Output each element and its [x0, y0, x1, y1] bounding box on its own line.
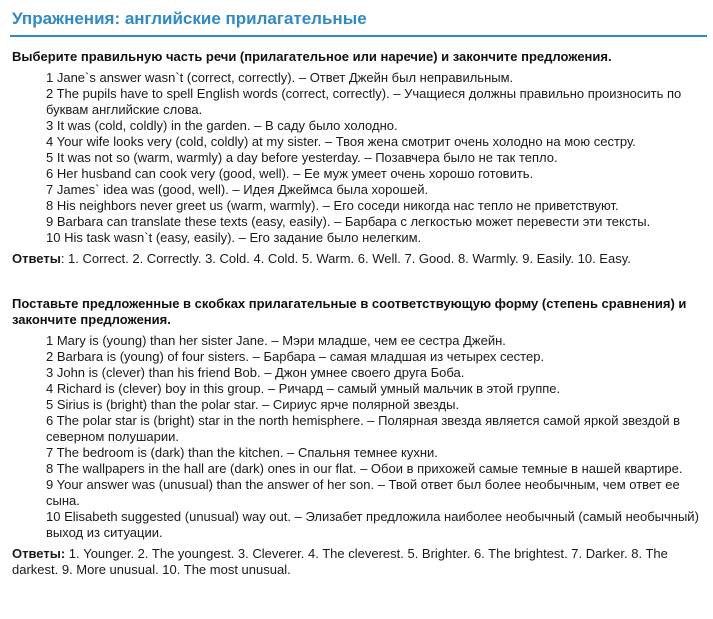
- exercise-1-sentence: 6 Her husband can cook very (good, well). – Ее муж умеет очень хорошо готовить.: [46, 166, 534, 181]
- exercise-2-sentence: 10 Elisabeth suggested (unusual) way out. – Элизабет предложила наиболее необычный (самый необычный) выход из ситуации.: [46, 509, 699, 540]
- exercise-2-instructions: Поставьте предложенные в скобках прилагательные в соответствующую форму (степень сравнения) и закончите предложения.: [12, 296, 687, 327]
- exercise-2-sentence: 8 The wallpapers in the hall are (dark) ones in our flat. – Обои в прихожей самые темные в нашей квартире.: [46, 461, 683, 476]
- page-title: Упражнения: английские прилагательные: [12, 9, 367, 28]
- exercise-1-answers: [12, 251, 707, 267]
- exercise-2-sentence: 7 The bedroom is (dark) than the kitchen. – Спальня темнее кухни.: [46, 445, 438, 460]
- exercise-1-sentence: 3 It was (cold, coldly) in the garden. – В саду было холодно.: [46, 118, 398, 133]
- exercise-2-sentence-list: [12, 333, 707, 541]
- exercise-1-sentence: 2 The pupils have to spell English words (correct, correctly). – Учащиеся должны правильно произносить по буквам английские слова.: [46, 86, 682, 117]
- exercise-1-instructions: Выберите правильную часть речи (прилагательное или наречие) и закончите предложения.: [12, 49, 612, 64]
- exercise-1-sentence-list: [12, 70, 707, 246]
- exercise-1-sentence: 5 It was not so (warm, warmly) a day before yesterday. – Позавчера было не так тепло.: [46, 150, 558, 165]
- exercise-2-sentence: 2 Barbara is (young) of four sisters. – Барбара – самая младшая из четырех сестер.: [46, 349, 545, 364]
- exercise-1-sentence: 8 His neighbors never greet us (warm, warmly). – Его соседи никогда нас тепло не приветствуют.: [46, 198, 619, 213]
- exercise-2-sentence: 1 Mary is (young) than her sister Jane. – Мэри младше, чем ее сестра Джейн.: [46, 333, 506, 348]
- exercise-2-answers: [12, 546, 707, 578]
- exercise-1-sentence: 7 James` idea was (good, well). – Идея Джеймса была хорошей.: [46, 182, 429, 197]
- title-underline: [10, 35, 707, 37]
- answers-label: Ответы: [12, 251, 61, 266]
- exercise-2-sentence: 9 Your answer was (unusual) than the answer of her son. – Твой ответ был более необычным, чем ответ ее сына.: [46, 477, 680, 508]
- exercise-1-sentence: 1 Jane`s answer wasn`t (correct, correctly). – Ответ Джейн был неправильным.: [46, 70, 514, 85]
- exercise-2-sentence: 6 The polar star is (bright) star in the north hemisphere. – Полярная звезда является самой яркой звездой в северном полушарии.: [46, 413, 681, 444]
- exercise-2-sentence: 5 Sirius is (bright) than the polar star. – Сириус ярче полярной звезды.: [46, 397, 460, 412]
- answers-label: Ответы:: [12, 546, 66, 561]
- exercise-section-2: [12, 296, 707, 578]
- answers-text: : 1. Correct. 2. Correctly. 3. Cold. 4. Cold. 5. Warm. 6. Well. 7. Good. 8. Warmly. 9. Easily. 10. Easy.: [60, 251, 631, 266]
- exercise-1-sentence: 9 Barbara can translate these texts (easy, easily). – Барбара с легкостью может перевести эти тексты.: [46, 214, 651, 229]
- exercise-section-1: [12, 49, 707, 267]
- exercise-2-sentence: 3 John is (clever) than his friend Bob. – Джон умнее своего друга Боба.: [46, 365, 465, 380]
- exercise-2-sentence: 4 Richard is (clever) boy in this group. – Ричард – самый умный мальчик в этой группе.: [46, 381, 561, 396]
- exercise-1-sentence: 4 Your wife looks very (cold, coldly) at my sister. – Твоя жена смотрит очень холодно на мою сестру.: [46, 134, 636, 149]
- answers-text: 1. Younger. 2. The youngest. 3. Cleverer. 4. The cleverest. 5. Brighter. 6. The brightest. 7. Darker. 8. The darkest. 9. More unusual. 10. The most unusual.: [12, 546, 668, 577]
- exercise-1-sentence: 10 His task wasn`t (easy, easily). – Его задание было нелегким.: [46, 230, 422, 245]
